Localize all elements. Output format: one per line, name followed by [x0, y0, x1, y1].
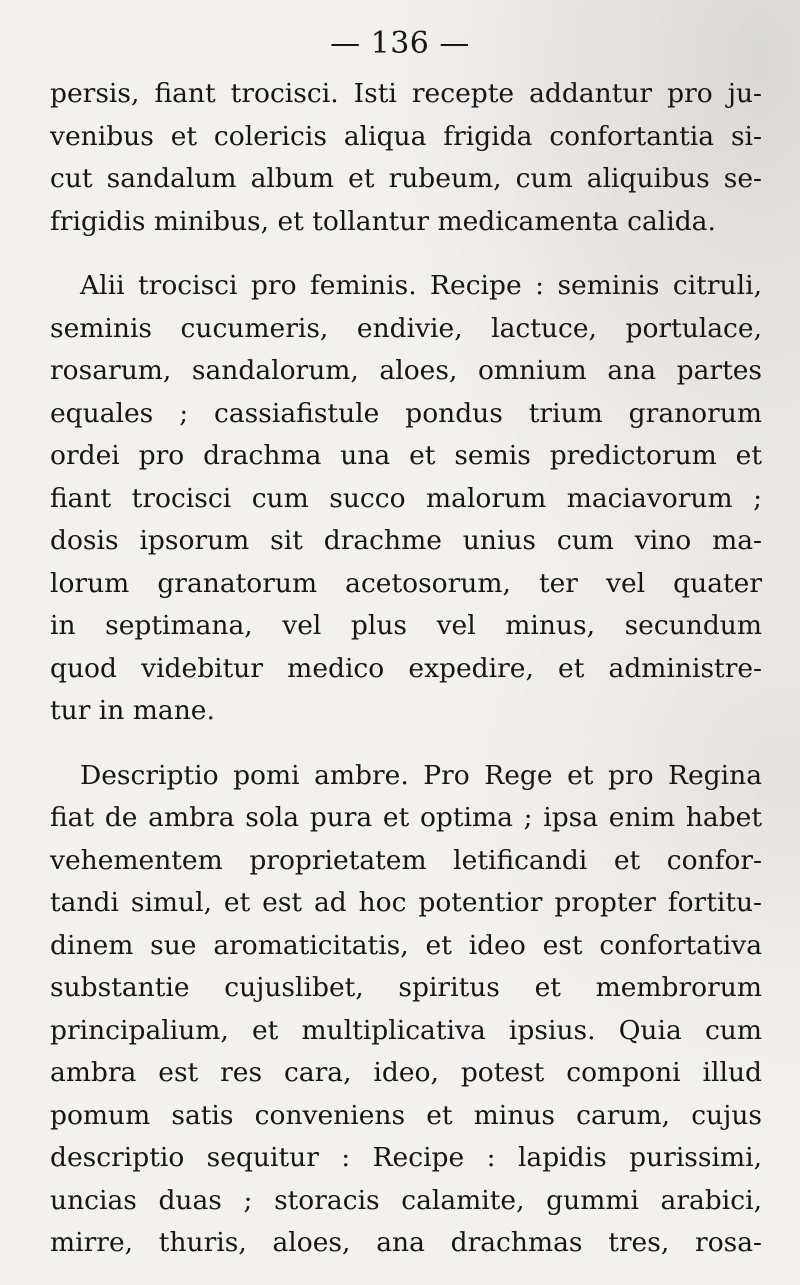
- text-line: seminis cucumeris, endivie, lactuce, portulace,: [50, 312, 762, 344]
- text-line: persis, fiant trocisci. Isti recepte addantur pro ju-: [50, 78, 762, 109]
- text-line: Alii trocisci pro feminis. Recipe : seminis citruli,: [80, 270, 762, 301]
- text-line: dinem sue aromaticitatis, et ideo est confortativa: [50, 929, 762, 961]
- text-line: venibus et colericis aliqua frigida confortantia si-: [50, 120, 762, 152]
- paragraph: [50, 755, 762, 1265]
- text-line: substantie cujuslibet, spiritus et membrorum: [50, 972, 762, 1003]
- text-line: in septimana, vel plus vel minus, secundum: [50, 610, 762, 641]
- text-line: descriptio sequitur : Recipe : lapidis purissimi,: [50, 1142, 762, 1173]
- text-line: cut sandalum album et rubeum, cum aliquibus se-: [50, 163, 762, 194]
- paragraph: [50, 73, 762, 243]
- text-line: vehementem proprietatem letificandi et confor-: [50, 844, 762, 876]
- text-line: equales ; cassiafistule pondus trium granorum: [50, 397, 762, 429]
- text-line: fiant trocisci cum succo malorum maciavorum ;: [50, 482, 762, 514]
- text-line: pomum satis conveniens et minus carum, cujus: [50, 1099, 762, 1131]
- text-line: principalium, et multiplicativa ipsius. Quia cum: [50, 1014, 762, 1046]
- text-line: frigidis minibus, et tollantur medicamenta calida.: [50, 205, 716, 237]
- text-line: mirre, thuris, aloes, ana drachmas tres, rosa-: [50, 1227, 762, 1258]
- text-line: quod videbitur medico expedire, et administre-: [50, 652, 762, 684]
- page-number: — 136 —: [330, 26, 470, 61]
- paragraph-gap: [50, 243, 762, 265]
- page-body: [50, 73, 762, 1265]
- text-line: ordei pro drachma una et semis predictorum et: [50, 440, 762, 471]
- text-line: tandi simul, et est ad hoc potentior propter fortitu-: [50, 887, 762, 918]
- paragraph-gap: [50, 733, 762, 755]
- text-line: lorum granatorum acetosorum, ter vel quater: [50, 567, 762, 599]
- text-line: dosis ipsorum sit drachme unius cum vino ma-: [50, 525, 762, 556]
- text-line: rosarum, sandalorum, aloes, omnium ana partes: [50, 355, 762, 386]
- text-line: fiat de ambra sola pura et optima ; ipsa enim habet: [50, 802, 762, 833]
- text-line: tur in mane.: [50, 695, 215, 726]
- paragraph: [50, 265, 762, 733]
- text-line: Descriptio pomi ambre. Pro Rege et pro Regina: [80, 759, 762, 791]
- text-line: uncias duas ; storacis calamite, gummi arabici,: [50, 1184, 762, 1216]
- text-line: ambra est res cara, ideo, potest componi illud: [50, 1057, 762, 1088]
